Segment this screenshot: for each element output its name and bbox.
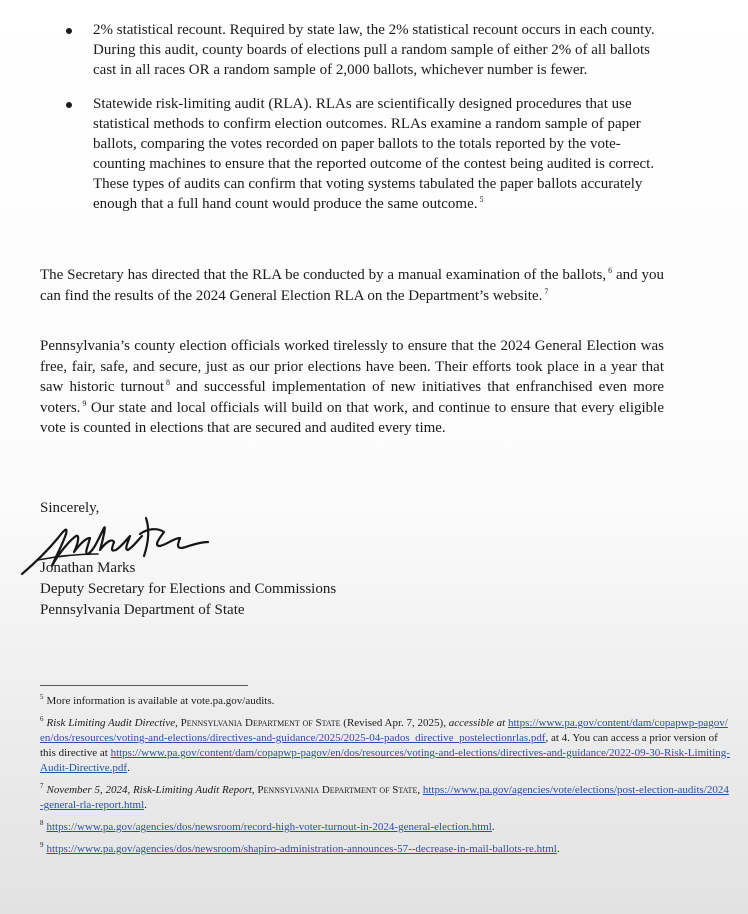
paragraph-text: Pennsylvania’s county election officials worked tirelessly to ensure that the 2024 General Election was free, fair, safe, and secure, just as our prior elections have been. Their efforts took place in a year that saw historic turnout — [40, 338, 664, 395]
footnote-ref[interactable]: 5 — [479, 195, 484, 204]
rla-report-link[interactable]: https://www.pa.gov/agencies/vote/elections/post-election-audits/2024-general-rla-report.html — [40, 784, 729, 811]
mail-ballots-link[interactable]: https://www.pa.gov/agencies/dos/newsroom/shapiro-administration-announces-57--decrease-in-mail-ballots-re.html — [46, 843, 557, 855]
footnote-org: Pennsylvania Department of State — [180, 717, 341, 729]
bullet-text: Statewide risk-limiting audit (RLA). RLAs are scientifically designed procedures that use statistical methods to confirm election outcomes. RLAs examine a random sample of paper ballots, comparing the votes recorded on paper ballots to the totals reported by the vote-counting machines to ensure that the reported outcome of the contest being audited is correct. These types of audits can confirm that voting systems tabulated the paper ballots accurately enough that a full hand count would produce the same outcome. — [93, 96, 655, 212]
footnote-text: More information is available at vote.pa.gov/audits. — [46, 695, 275, 707]
footnote-8 — [40, 820, 730, 835]
footnote-org: Pennsylvania Department of State — [257, 784, 418, 796]
footnote-text: . — [491, 821, 495, 833]
footnote-number: 7 — [40, 782, 44, 791]
footnote-divider — [40, 685, 248, 686]
footnote-text: , at 4. You can access a prior version of this directive at — [40, 732, 718, 759]
footnote-text: . — [144, 799, 147, 811]
paragraph-text: and successful implementation of new initiatives that enfranchised even more voters. — [40, 379, 664, 416]
signer-title: Deputy Secretary for Elections and Commissions — [40, 581, 337, 597]
footnote-text: . — [556, 843, 560, 855]
list-item — [40, 20, 666, 80]
footnote-text: (Revised Apr. 7, 2025), — [340, 717, 449, 729]
salutation: Sincerely, — [40, 500, 100, 516]
footnotes — [40, 694, 730, 864]
footnote-number: 8 — [40, 819, 44, 828]
footnote-5 — [40, 694, 730, 709]
footnote-ref[interactable]: 7 — [544, 286, 549, 296]
directive-link[interactable]: https://www.pa.gov/content/dam/copapwp-pagov/en/dos/resources/voting-and-elections/directives-and-guidance/2025/2025-04-pados_directive_postelectionrlas.pdf — [40, 717, 728, 744]
footnote-6: $^6$ Risk Limiting Audit Directive, Pennsylvania Department of State (Revised Apr. 7, 2025), accessible at https://www.pa.gov/content/dam/copapwp-pagov/en/dos/resources/voting-and-elections/directives-and-guidance/2025/2025-04-pados_directive_postelectionrlas.pdf, at 4. You can access a prior version of this directive at https://www.pa.gov/content/dam/copapwp-pagov/en/dos/resources/voting-and-elections/directives-and-guidance/2022-09-30-Risk-Limiting-Audit-Directive.pdf. — [40, 715, 730, 774]
footnote-ref[interactable]: 8 — [165, 378, 170, 387]
audit-types-list — [40, 20, 666, 228]
footnote-ref[interactable]: 9 — [82, 398, 87, 408]
footnote-number: 9 — [40, 841, 44, 850]
footnote-number: 6 — [40, 715, 44, 724]
rla-paragraph — [40, 265, 664, 306]
paragraph-text: and you can find the results of the 2024 General Election RLA on the Department’s website. — [40, 267, 664, 304]
footnote-number: 5 — [40, 693, 44, 702]
bullet-icon — [66, 102, 72, 108]
turnout-link[interactable]: https://www.pa.gov/agencies/dos/newsroom/record-high-voter-turnout-in-2024-general-election.html — [46, 821, 492, 833]
footnote-title: November 5, 2024, Risk-Limiting Audit Report — [46, 784, 252, 796]
paragraph-text: Our state and local officials will build on that work, and continue to ensure that every eligible vote is counted in elections that are secured and audited every time. — [40, 399, 664, 436]
footnote-9 — [40, 842, 730, 857]
bullet-icon — [66, 28, 72, 34]
footnote-title: Risk Limiting Audit Directive — [46, 717, 176, 729]
footnote-text: accessible at — [448, 717, 506, 729]
bullet-text: 2% statistical recount. Required by state law, the 2% statistical recount occurs in each county. During this audit, county boards of elections pull a random sample of either 2% of all ballots cast in all races OR a random sample of 2,000 ballots, whichever number is fewer. — [93, 22, 655, 78]
footnote-text: . — [127, 762, 130, 774]
officials-paragraph — [40, 336, 664, 439]
prior-directive-link[interactable]: https://www.pa.gov/content/dam/copapwp-pagov/en/dos/resources/voting-and-elections/directives-and-guidance/2022-09-30-Risk-Limiting-Audit-Directive.pdf — [40, 747, 730, 774]
signer-department: Pennsylvania Department of State — [40, 602, 245, 618]
list-item — [40, 94, 666, 214]
footnote-7: $^7$ November 5, 2024, Risk-Limiting Audit Report, Pennsylvania Department of State, https://www.pa.gov/agencies/vote/elections/post-election-audits/2024-general-rla-report.html. — [40, 782, 729, 811]
paragraph-text: The Secretary has directed that the RLA be conducted by a manual examination of the ballots, — [40, 267, 607, 283]
footnote-ref[interactable]: 6 — [608, 266, 613, 275]
signer-name: Jonathan Marks — [40, 560, 136, 576]
